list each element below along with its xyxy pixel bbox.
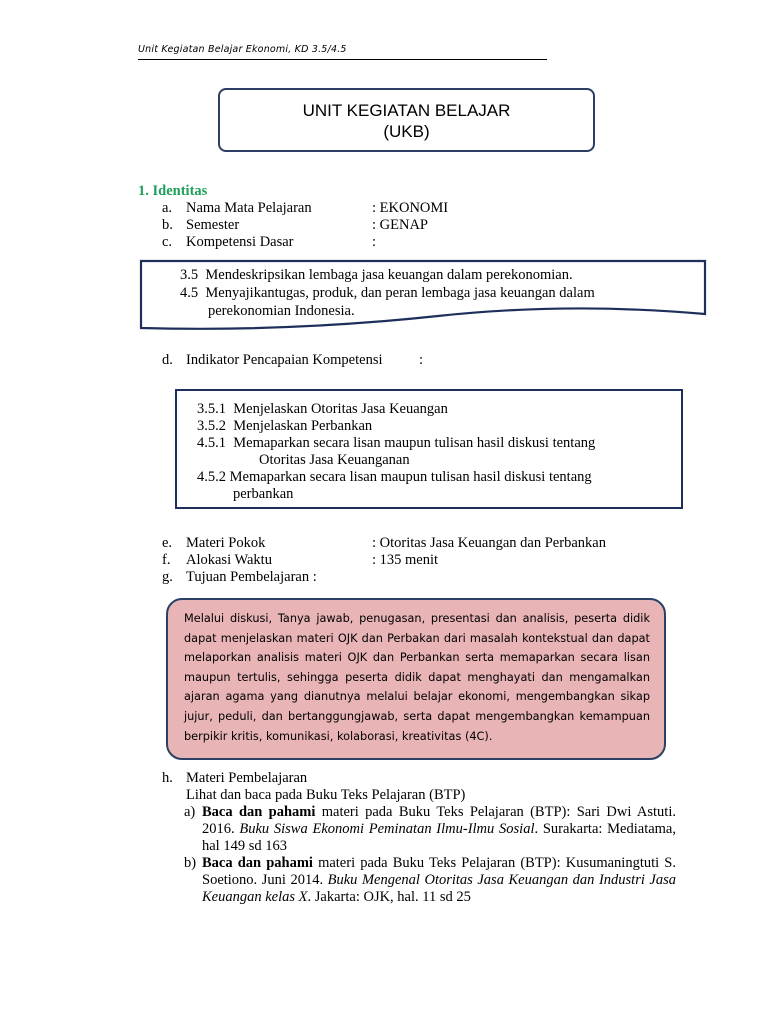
kd-item	[180, 266, 650, 284]
item-value: : GENAP	[372, 217, 428, 233]
item-label: Indikator Pencapaian Kompetensi	[186, 352, 383, 368]
ipk-number: 4.5.1	[197, 435, 226, 451]
ipk-text: Memaparkan secara lisan maupun tulisan hasil diskusi tentang	[233, 435, 596, 451]
materi-text: . Jakarta: OJK, hal. 11 sd 25	[307, 889, 471, 905]
materi-bold: Baca dan pahami	[202, 804, 316, 820]
item-marker: d.	[162, 352, 173, 368]
item-label: Nama Mata Pelajaran	[186, 200, 312, 216]
item-marker: h.	[162, 770, 173, 786]
materi-intro: Lihat dan baca pada Buku Teks Pelajaran (BTP)	[186, 787, 466, 803]
item-marker: f.	[162, 552, 171, 568]
item-marker: b.	[162, 217, 173, 233]
materi-heading-row	[162, 770, 676, 787]
running-header: Unit Kegiatan Belajar Ekonomi, KD 3.5/4.5	[138, 44, 347, 55]
materi-text: materi pada Buku Teks Pelajaran (BTP): Kusumaningtuti S. Soetiono. Juni 2014.	[202, 855, 676, 888]
section-heading-identitas: 1. Identitas	[138, 183, 208, 199]
identitas-list	[162, 200, 662, 251]
materi-book-title: Buku Mengenal Otoritas Jasa Keuangan dan Industri Jasa Keuangan kelas X	[202, 872, 676, 905]
item-label: Semester	[186, 217, 240, 233]
materi-heading: Materi Pembelajaran	[186, 770, 308, 786]
ipk-continuation: Otoritas Jasa Keuanganan	[259, 452, 410, 468]
item-marker: g.	[162, 569, 173, 585]
materi-item-b	[166, 855, 676, 906]
ipk-number: 4.5.2	[197, 469, 226, 485]
title-box	[218, 88, 595, 152]
title-line-2: (UKB)	[383, 122, 430, 141]
item-label: Tujuan Pembelajaran :	[186, 569, 317, 585]
item-marker: a.	[162, 200, 173, 216]
materi-text: materi pada Buku Teks Pelajaran (BTP): Sari Dwi Astuti. 2016.	[202, 804, 676, 837]
kompetensi-dasar-list	[180, 266, 650, 320]
item-marker: a)	[184, 804, 196, 820]
ipk-number: 3.5.1	[197, 401, 226, 417]
kd-continuation: perekonomian Indonesia.	[208, 303, 355, 319]
identitas-item	[162, 552, 662, 569]
materi-section	[162, 770, 676, 906]
item-value: : Otoritas Jasa Keuangan dan Perbankan	[372, 535, 606, 551]
materi-item-text	[202, 855, 676, 906]
materi-book-title: Buku Siswa Ekonomi Peminatan Ilmu-Ilmu Sosial	[239, 821, 535, 837]
ipk-item	[197, 401, 677, 418]
identitas-list-2	[162, 535, 662, 586]
materi-item-a	[166, 804, 676, 855]
item-marker: e.	[162, 535, 173, 551]
ipk-item	[197, 435, 677, 452]
title-line-1: UNIT KEGIATAN BELAJAR	[302, 101, 511, 120]
item-value: : 135 menit	[372, 552, 439, 568]
indikator-row	[162, 352, 462, 369]
ipk-text: Menjelaskan Perbankan	[233, 418, 373, 434]
identitas-item	[162, 234, 662, 251]
ipk-item	[197, 418, 677, 435]
item-value: : EKONOMI	[372, 200, 449, 216]
kd-item	[180, 284, 650, 302]
item-marker: b)	[184, 855, 197, 871]
kd-text: Mendeskripsikan lembaga jasa keuangan dalam perekonomian.	[205, 267, 573, 283]
identitas-item	[162, 535, 662, 552]
indikator-list	[197, 401, 677, 503]
ipk-text: Menjelaskan Otoritas Jasa Keuangan	[233, 401, 448, 417]
item-colon: :	[419, 352, 424, 368]
materi-bold: Baca dan pahami	[202, 855, 313, 871]
kd-number: 3.5	[180, 267, 199, 283]
tujuan-pembelajaran-text: Melalui diskusi, Tanya jawab, penugasan, presentasi dan analisis, peserta didik dapat menjelaskan materi OJK dan Perbakan dari masalah kontekstual dan dapat melaporkan analisis materi OJK dan Perbankan serta memaparkan secara lisan maupun tertulis, sehingga peserta didik dapat menghayati dan mengamalkan ajaran agama yang dianutnya melalui belajar ekonomi, mengembangkan sikap jujur, peduli, dan bertanggungjawab, serta dapat mengembangkan kemampuan berpikir kritis, komunikasi, kolaborasi, kreativitas (4C).	[184, 612, 650, 743]
item-marker: c.	[162, 234, 173, 250]
identitas-item	[162, 200, 662, 217]
item-label: Kompetensi Dasar	[186, 234, 294, 250]
identitas-item	[162, 569, 662, 586]
kd-text: Menyajikantugas, produk, dan peran lembaga jasa keuangan dalam	[205, 285, 595, 301]
ipk-continuation: perbankan	[233, 486, 294, 502]
materi-item-text	[202, 804, 676, 855]
kd-number: 4.5	[180, 285, 199, 301]
materi-text: . Surakarta: Mediatama, hal 149 sd 163	[202, 821, 676, 854]
ipk-text: Memaparkan secara lisan maupun tulisan hasil diskusi tentang	[229, 469, 592, 485]
item-label: Materi Pokok	[186, 535, 266, 551]
item-value: :	[372, 234, 377, 250]
header-rule	[138, 59, 547, 60]
ipk-number: 3.5.2	[197, 418, 226, 434]
ipk-item	[197, 469, 677, 486]
item-label: Alokasi Waktu	[186, 552, 272, 568]
identitas-item	[162, 217, 662, 234]
